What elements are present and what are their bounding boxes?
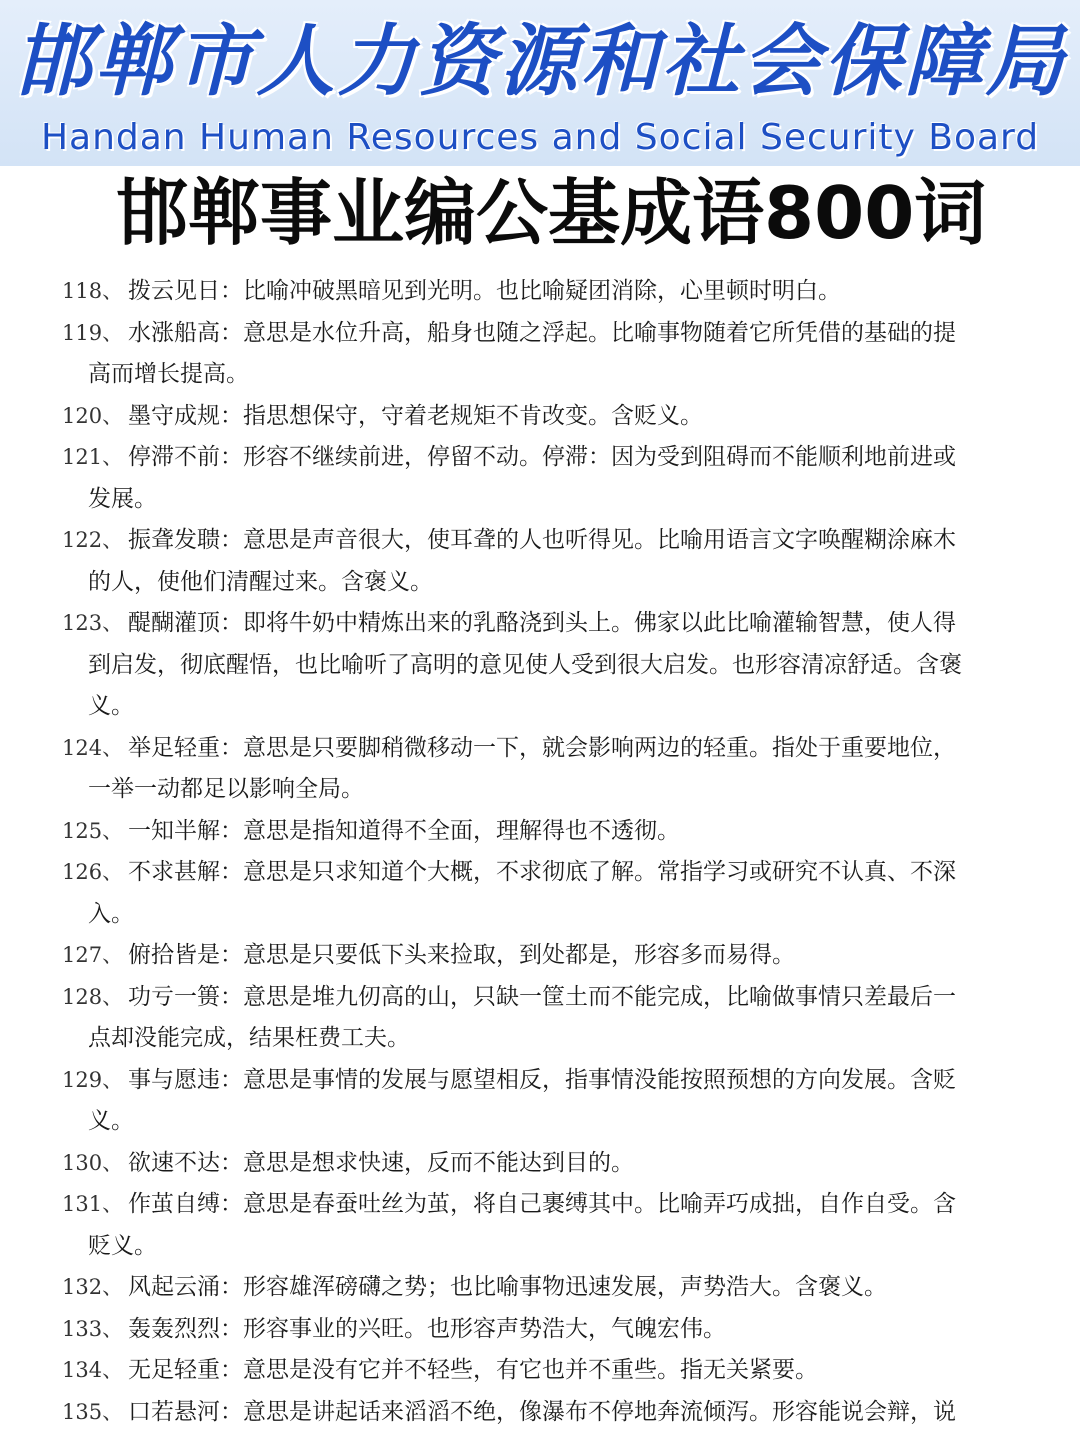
entry-text: 墨守成规：指思想保守，守着老规矩不肯改变。含贬义。: [128, 402, 703, 429]
entry-first-line: [62, 396, 1022, 438]
entry-first-line: [62, 313, 1022, 355]
entry-first-line: [62, 811, 1022, 853]
entry-number: 128、: [62, 984, 124, 1009]
document-title: 邯郸事业编公基成语800词: [116, 171, 987, 255]
entry-text: 一知半解：意思是指知道得不全面，理解得也不透彻。: [128, 817, 680, 844]
idiom-list: [62, 271, 1022, 1433]
entry-first-line: [62, 1350, 1022, 1392]
list-item: [62, 396, 1022, 438]
entry-text: 口若悬河：意思是讲起话来滔滔不绝，像瀑布不停地奔流倾泻。形容能说会辩，说: [128, 1398, 956, 1425]
entry-number: 122、: [62, 528, 124, 552]
list-item: [62, 1309, 1022, 1351]
entry-text: 拨云见日：比喻冲破黑暗见到光明。也比喻疑团消除，心里顿时明白。: [128, 278, 841, 304]
entry-first-line: [62, 977, 1022, 1019]
list-item: [62, 1184, 1022, 1267]
entry-first-line: [62, 935, 1022, 977]
entry-text: 停滞不前：形容不继续前进，停留不动。停滞：因为受到阻碍而不能顺利地前进或: [128, 444, 956, 470]
entry-text: 振聋发聩：意思是声音很大，使耳聋的人也听得见。比喻用语言文字唤醒糊涂麻木: [128, 527, 956, 553]
entry-continuation: 义。: [88, 1108, 134, 1134]
entry-number: 124、: [62, 735, 124, 760]
entry-number: 127、: [62, 943, 124, 967]
entry-continuation: 的人，使他们清醒过来。含褒义。: [88, 568, 433, 595]
list-item: [62, 1267, 1022, 1309]
list-item: [62, 603, 1022, 728]
entry-number: 132、: [62, 1275, 124, 1299]
entry-continuation: 高而增长提高。: [88, 361, 249, 387]
entry-first-line: [62, 520, 1022, 562]
entry-number: 120、: [62, 403, 124, 428]
list-item: [62, 313, 1022, 396]
entry-number: 123、: [62, 611, 124, 635]
entry-number: 130、: [62, 1150, 124, 1175]
list-item: [62, 977, 1022, 1060]
entry-number: 135、: [62, 1399, 124, 1424]
entry-number: 125、: [62, 818, 124, 843]
entry-text: 功亏一篑：意思是堆九仞高的山，只缺一筐土而不能完成，比喻做事情只差最后一: [128, 983, 956, 1010]
entry-number: 131、: [62, 1192, 124, 1216]
list-item: [62, 437, 1022, 520]
entry-text: 风起云涌：形容雄浑磅礴之势；也比喻事物迅速发展，声势浩大。含褒义。: [128, 1274, 887, 1300]
list-item: [62, 1350, 1022, 1392]
list-item: [62, 520, 1022, 603]
entry-continuation: 发展。: [88, 485, 157, 512]
entry-text: 醍醐灌顶：即将牛奶中精炼出来的乳酪浇到头上。佛家以此比喻灌输智慧，使人得: [128, 610, 956, 636]
list-item: [62, 935, 1022, 977]
entry-first-line: [62, 437, 1022, 479]
entry-number: 129、: [62, 1067, 124, 1092]
entry-text: 欲速不达：意思是想求快速，反而不能达到目的。: [128, 1149, 634, 1176]
entry-first-line: [62, 1143, 1022, 1185]
header-banner: [0, 0, 1080, 166]
entry-first-line: [62, 852, 1022, 894]
entry-text: 举足轻重：意思是只要脚稍微移动一下，就会影响两边的轻重。指处于重要地位，: [128, 734, 956, 761]
entry-continuation: 一举一动都足以影响全局。: [88, 776, 364, 802]
list-item: [62, 811, 1022, 853]
entry-text: 轰轰烈烈：形容事业的兴旺。也形容声势浩大，气魄宏伟。: [128, 1315, 726, 1342]
list-item: [62, 1392, 1022, 1434]
entry-first-line: [62, 603, 1022, 645]
entry-first-line: [62, 728, 1022, 770]
entry-continuation: 到启发，彻底醒悟，也比喻听了高明的意见使人受到很大启发。也形容清凉舒适。含褒: [88, 651, 962, 678]
entry-first-line: [62, 1184, 1022, 1226]
entry-text: 不求甚解：意思是只求知道个大概，不求彻底了解。常指学习或研究不认真、不深: [128, 859, 956, 885]
entry-first-line: [62, 1060, 1022, 1102]
entry-continuation: 点却没能完成，结果枉费工夫。: [88, 1025, 410, 1051]
list-item: [62, 1060, 1022, 1143]
entry-continuation: 义。: [88, 693, 134, 719]
entry-number: 133、: [62, 1316, 124, 1341]
entry-number: 121、: [62, 445, 124, 469]
banner-title-en: Handan Human Resources and Social Security Board: [40, 117, 1040, 158]
entry-first-line: [62, 1309, 1022, 1351]
banner-title-cn: 邯郸市人力资源和社会保障局: [13, 16, 1067, 107]
entry-number: 134、: [62, 1358, 124, 1382]
entry-first-line: [62, 271, 1022, 313]
entry-text: 作茧自缚：意思是春蚕吐丝为茧，将自己裹缚其中。比喻弄巧成拙，自作自受。含: [128, 1191, 956, 1217]
list-item: [62, 271, 1022, 313]
entry-text: 俯拾皆是：意思是只要低下头来捡取，到处都是，形容多而易得。: [128, 942, 795, 968]
entry-text: 无足轻重：意思是没有它并不轻些，有它也并不重些。指无关紧要。: [128, 1357, 818, 1383]
list-item: [62, 1143, 1022, 1185]
entry-first-line: [62, 1392, 1022, 1434]
list-item: [62, 728, 1022, 811]
list-item: [62, 852, 1022, 935]
entry-number: 118、: [62, 279, 124, 303]
entry-continuation: 入。: [88, 900, 134, 927]
entry-first-line: [62, 1267, 1022, 1309]
entry-text: 事与愿违：意思是事情的发展与愿望相反，指事情没能按照预想的方向发展。含贬: [128, 1066, 956, 1093]
entry-number: 119、: [62, 320, 124, 345]
entry-continuation: 贬义。: [88, 1232, 157, 1259]
entry-number: 126、: [62, 860, 124, 884]
entry-text: 水涨船高：意思是水位升高，船身也随之浮起。比喻事物随着它所凭借的基础的提: [128, 319, 956, 346]
